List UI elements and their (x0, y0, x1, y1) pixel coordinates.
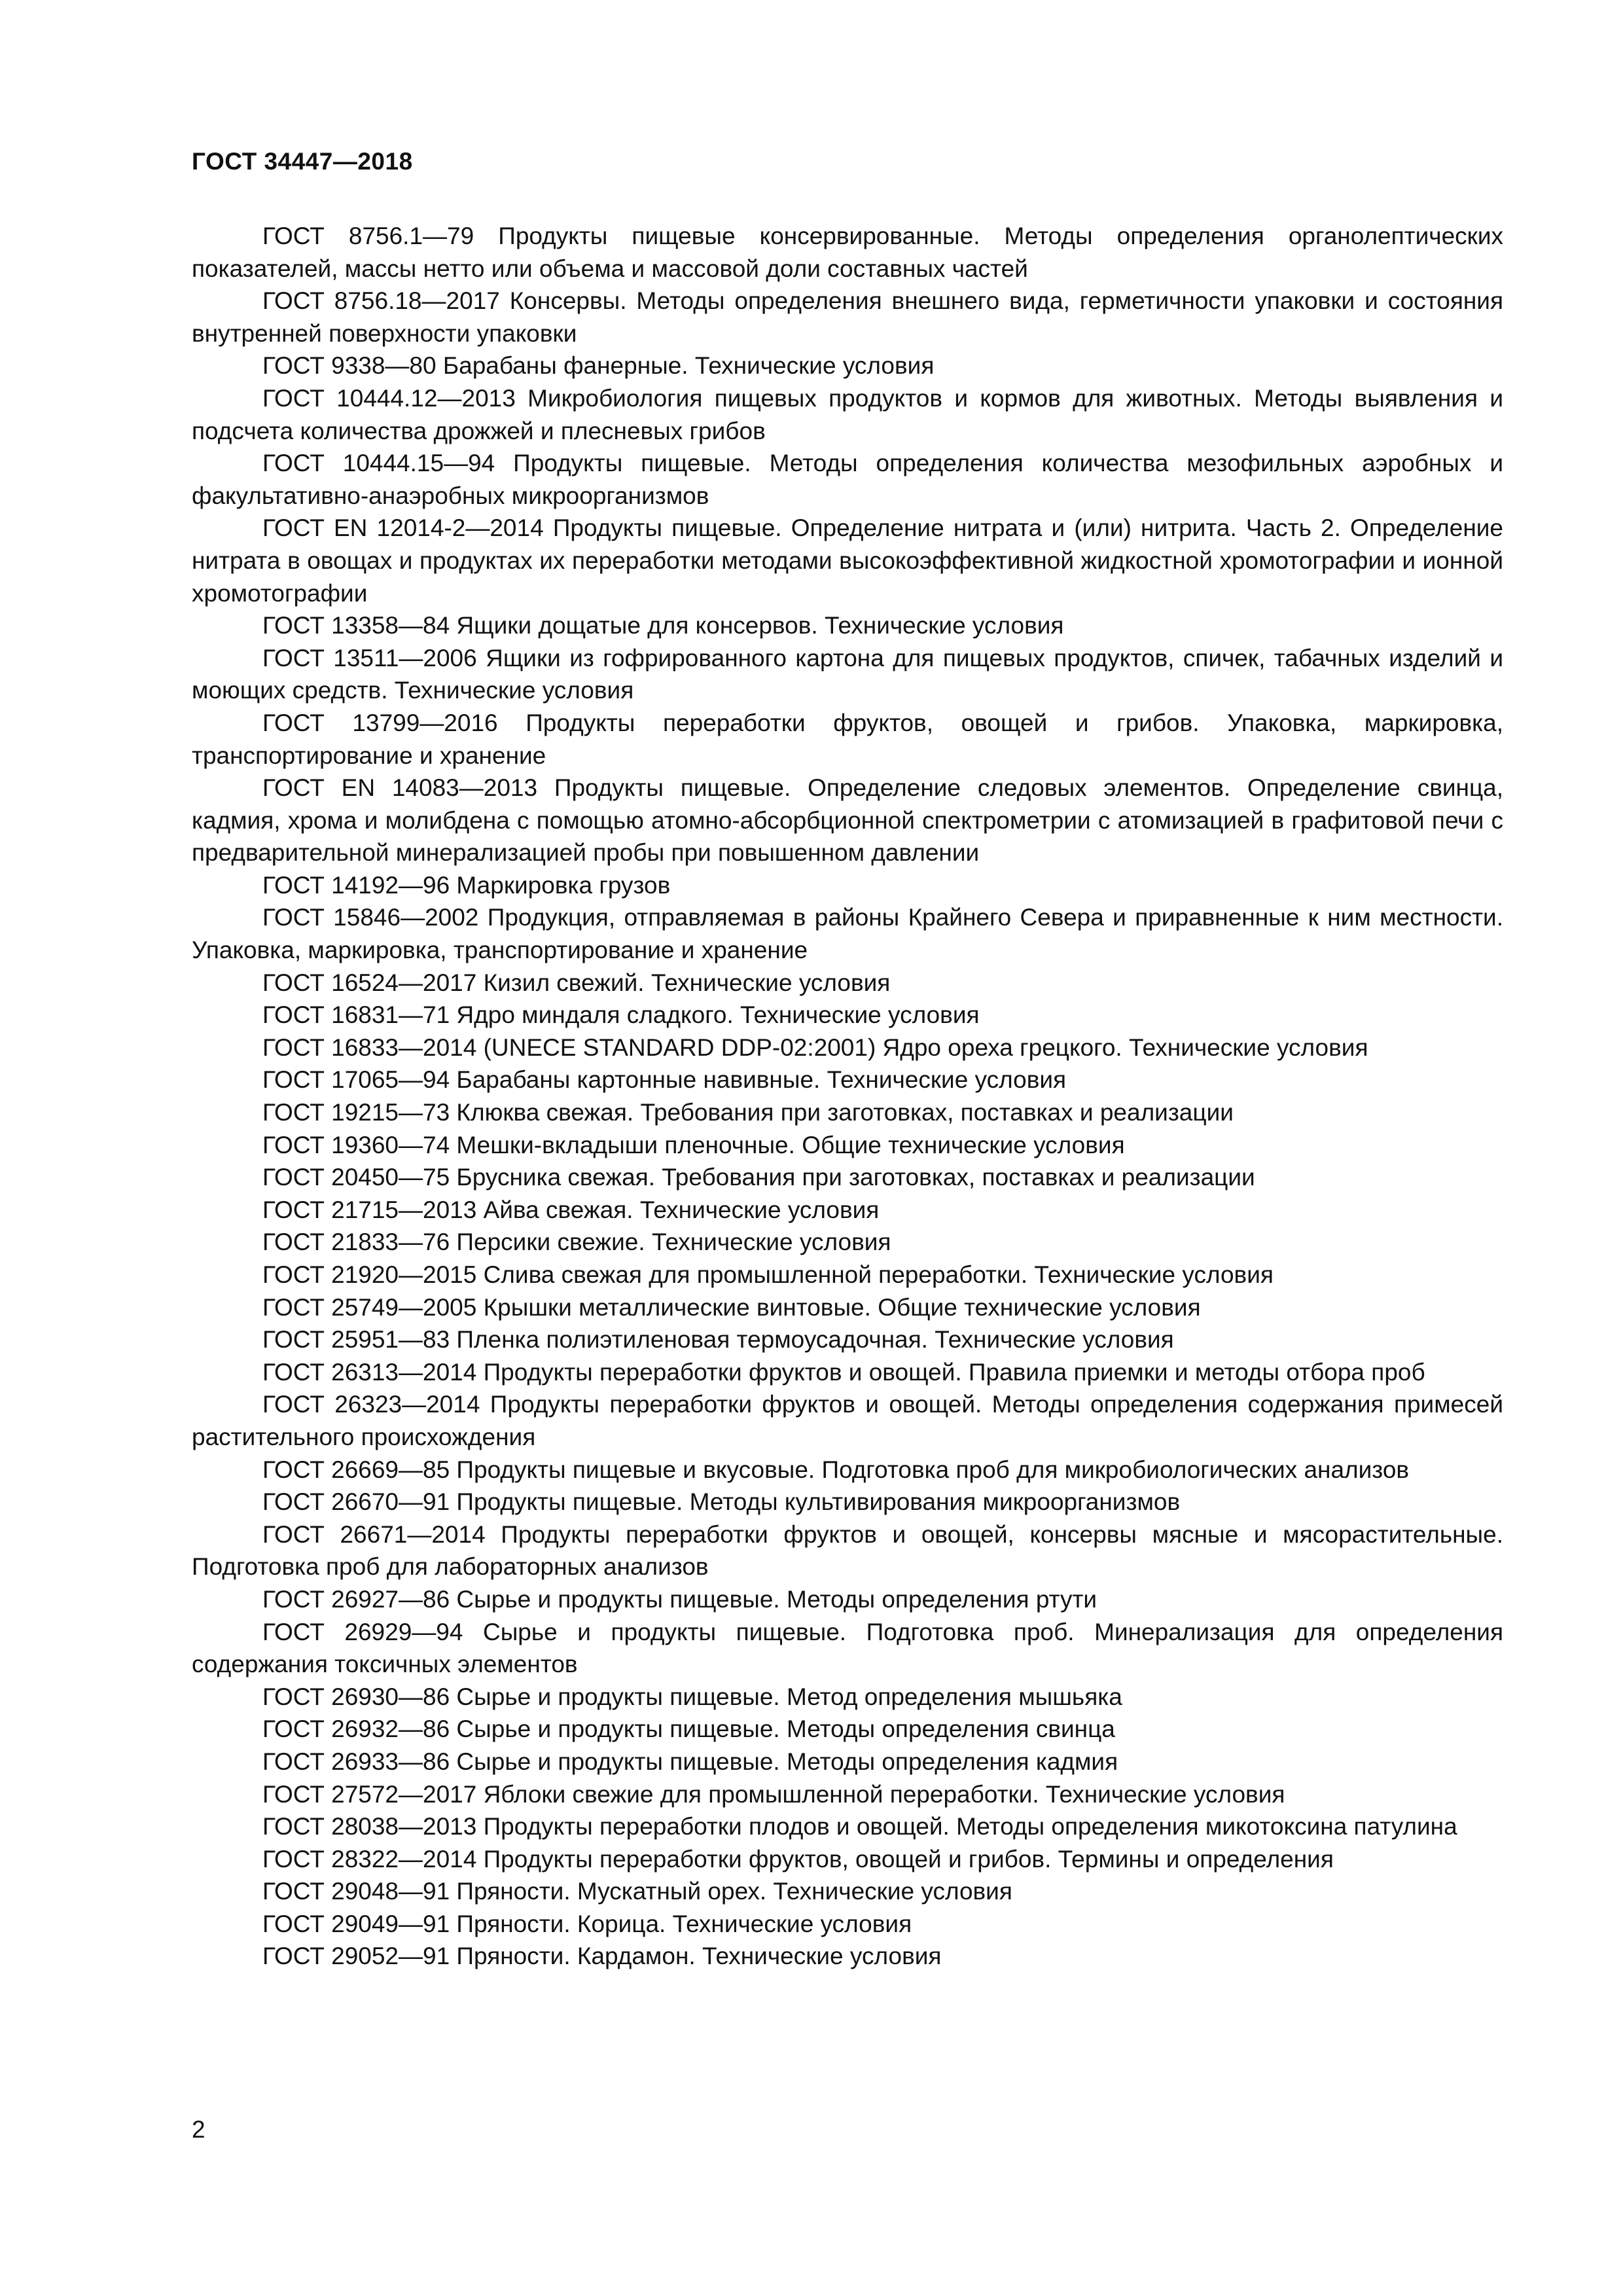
reference-item: ГОСТ 25951—83 Пленка полиэтиленовая термоусадочная. Технические условия (262, 1326, 1174, 1354)
reference-item: ГОСТ 8756.1—79 Продукты пищевые консервированные. Методы определения органолептических показателей, массы нетто или объема и массовой доли составных частей (192, 223, 1503, 282)
reference-item: ГОСТ 29048—91 Пряности. Мускатный орех. Технические условия (262, 1878, 1012, 1905)
reference-item: ГОСТ 26669—85 Продукты пищевые и вкусовые. Подготовка проб для микробиологических анализов (262, 1456, 1410, 1483)
reference-item: ГОСТ 21920—2015 Слива свежая для промышленной переработки. Технические условия (262, 1261, 1274, 1288)
normative-references-list (192, 220, 1503, 1973)
reference-item: ГОСТ 26323—2014 Продукты переработки фруктов и овощей. Методы определения содержания примесей растительного происхождения (192, 1391, 1503, 1450)
reference-item: ГОСТ 16524—2017 Кизил свежий. Технические условия (262, 969, 891, 996)
reference-item: ГОСТ 26930—86 Сырье и продукты пищевые. Метод определения мышьяка (262, 1683, 1122, 1710)
reference-item: ГОСТ 29049—91 Пряности. Корица. Технические условия (262, 1910, 912, 1937)
reference-item: ГОСТ 27572—2017 Яблоки свежие для промышленной переработки. Технические условия (262, 1780, 1285, 1808)
reference-item: ГОСТ 19360—74 Мешки-вкладыши пленочные. Общие технические условия (262, 1131, 1125, 1158)
reference-item: ГОСТ 29052—91 Пряности. Кардамон. Технические условия (262, 1943, 942, 1970)
reference-item: ГОСТ 26671—2014 Продукты переработки фруктов и овощей, консервы мясные и мясорастительные. Подготовка проб для лабораторных анализов (192, 1520, 1503, 1581)
reference-item: ГОСТ 13358—84 Ящики дощатые для консервов. Технические условия (262, 612, 1064, 639)
reference-item: ГОСТ 19215—73 Клюква свежая. Требования при заготовках, поставках и реализации (262, 1099, 1234, 1126)
reference-item: ГОСТ 16833—2014 (UNECE STANDARD DDP-02:2001) Ядро ореха грецкого. Технические условия (262, 1033, 1368, 1061)
reference-item: ГОСТ 26927—86 Сырье и продукты пищевые. Методы определения ртути (262, 1585, 1097, 1613)
reference-item: ГОСТ 15846—2002 Продукция, отправляемая в районы Крайнего Севера и приравненные к ним местности. Упаковка, маркировка, транспортирование и хранение (192, 904, 1503, 964)
reference-item: ГОСТ 26933—86 Сырье и продукты пищевые. Методы определения кадмия (262, 1748, 1118, 1775)
reference-item: ГОСТ 20450—75 Брусника свежая. Требования при заготовках, поставках и реализации (262, 1164, 1255, 1191)
reference-item: ГОСТ 10444.12—2013 Микробиология пищевых продуктов и кормов для животных. Методы выявления и подсчета количества дрожжей и плесневых грибов (192, 384, 1503, 444)
reference-item: ГОСТ 16831—71 Ядро миндаля сладкого. Технические условия (262, 1001, 980, 1029)
reference-item: ГОСТ 26313—2014 Продукты переработки фруктов и овощей. Правила приемки и методы отбора проб (262, 1358, 1425, 1386)
reference-item: ГОСТ EN 14083—2013 Продукты пищевые. Определение следовых элементов. Определение свинца, кадмия, хрома и молибдена с помощью атомно-абсорбционной спектрометрии с атомизацией в графитовой печи с предварительной минерализацией пробы при повышенном давлении (192, 774, 1503, 867)
reference-item: ГОСТ 10444.15—94 Продукты пищевые. Методы определения количества мезофильных аэробных и факультативно-анаэробных микроорганизмов (192, 450, 1503, 509)
reference-item: ГОСТ 8756.18—2017 Консервы. Методы определения внешнего вида, герметичности упаковки и состояния внутренней поверхности упаковки (192, 287, 1503, 347)
reference-item: ГОСТ 9338—80 Барабаны фанерные. Технические условия (262, 352, 935, 380)
reference-item: ГОСТ 14192—96 Маркировка грузов (262, 871, 671, 899)
reference-item: ГОСТ 13799—2016 Продукты переработки фруктов, овощей и грибов. Упаковка, маркировка, транспортирование и хранение (192, 709, 1503, 769)
reference-item: ГОСТ 28038—2013 Продукты переработки плодов и овощей. Методы определения микотоксина патулина (262, 1813, 1457, 1840)
reference-item: ГОСТ 26670—91 Продукты пищевые. Методы культивирования микроорганизмов (262, 1488, 1181, 1516)
reference-item: ГОСТ 17065—94 Барабаны картонные навивные. Технические условия (262, 1066, 1067, 1094)
reference-item: ГОСТ 13511—2006 Ящики из гофрированного картона для пищевых продуктов, спичек, табачных изделий и моющих средств. Технические условия (192, 644, 1503, 704)
reference-item: ГОСТ 25749—2005 Крышки металлические винтовые. Общие технические условия (262, 1293, 1201, 1321)
reference-item: ГОСТ 28322—2014 Продукты переработки фруктов, овощей и грибов. Термины и определения (262, 1845, 1334, 1873)
reference-item: ГОСТ 21833—76 Персики свежие. Технические условия (262, 1229, 891, 1256)
document-header: ГОСТ 34447—2018 (192, 148, 413, 175)
reference-item: ГОСТ EN 12014-2—2014 Продукты пищевые. Определение нитрата и (или) нитрита. Часть 2. Определение нитрата в овощах и продуктах их переработки методами высокоэффективной жидкостной хромотографии и ионной хромотографии (192, 514, 1503, 607)
page-number: 2 (192, 2116, 205, 2143)
reference-item: ГОСТ 21715—2013 Айва свежая. Технические условия (262, 1196, 880, 1223)
reference-item: ГОСТ 26932—86 Сырье и продукты пищевые. Методы определения свинца (262, 1715, 1115, 1743)
reference-item: ГОСТ 26929—94 Сырье и продукты пищевые. Подготовка проб. Минерализация для определения содержания токсичных элементов (192, 1618, 1503, 1678)
